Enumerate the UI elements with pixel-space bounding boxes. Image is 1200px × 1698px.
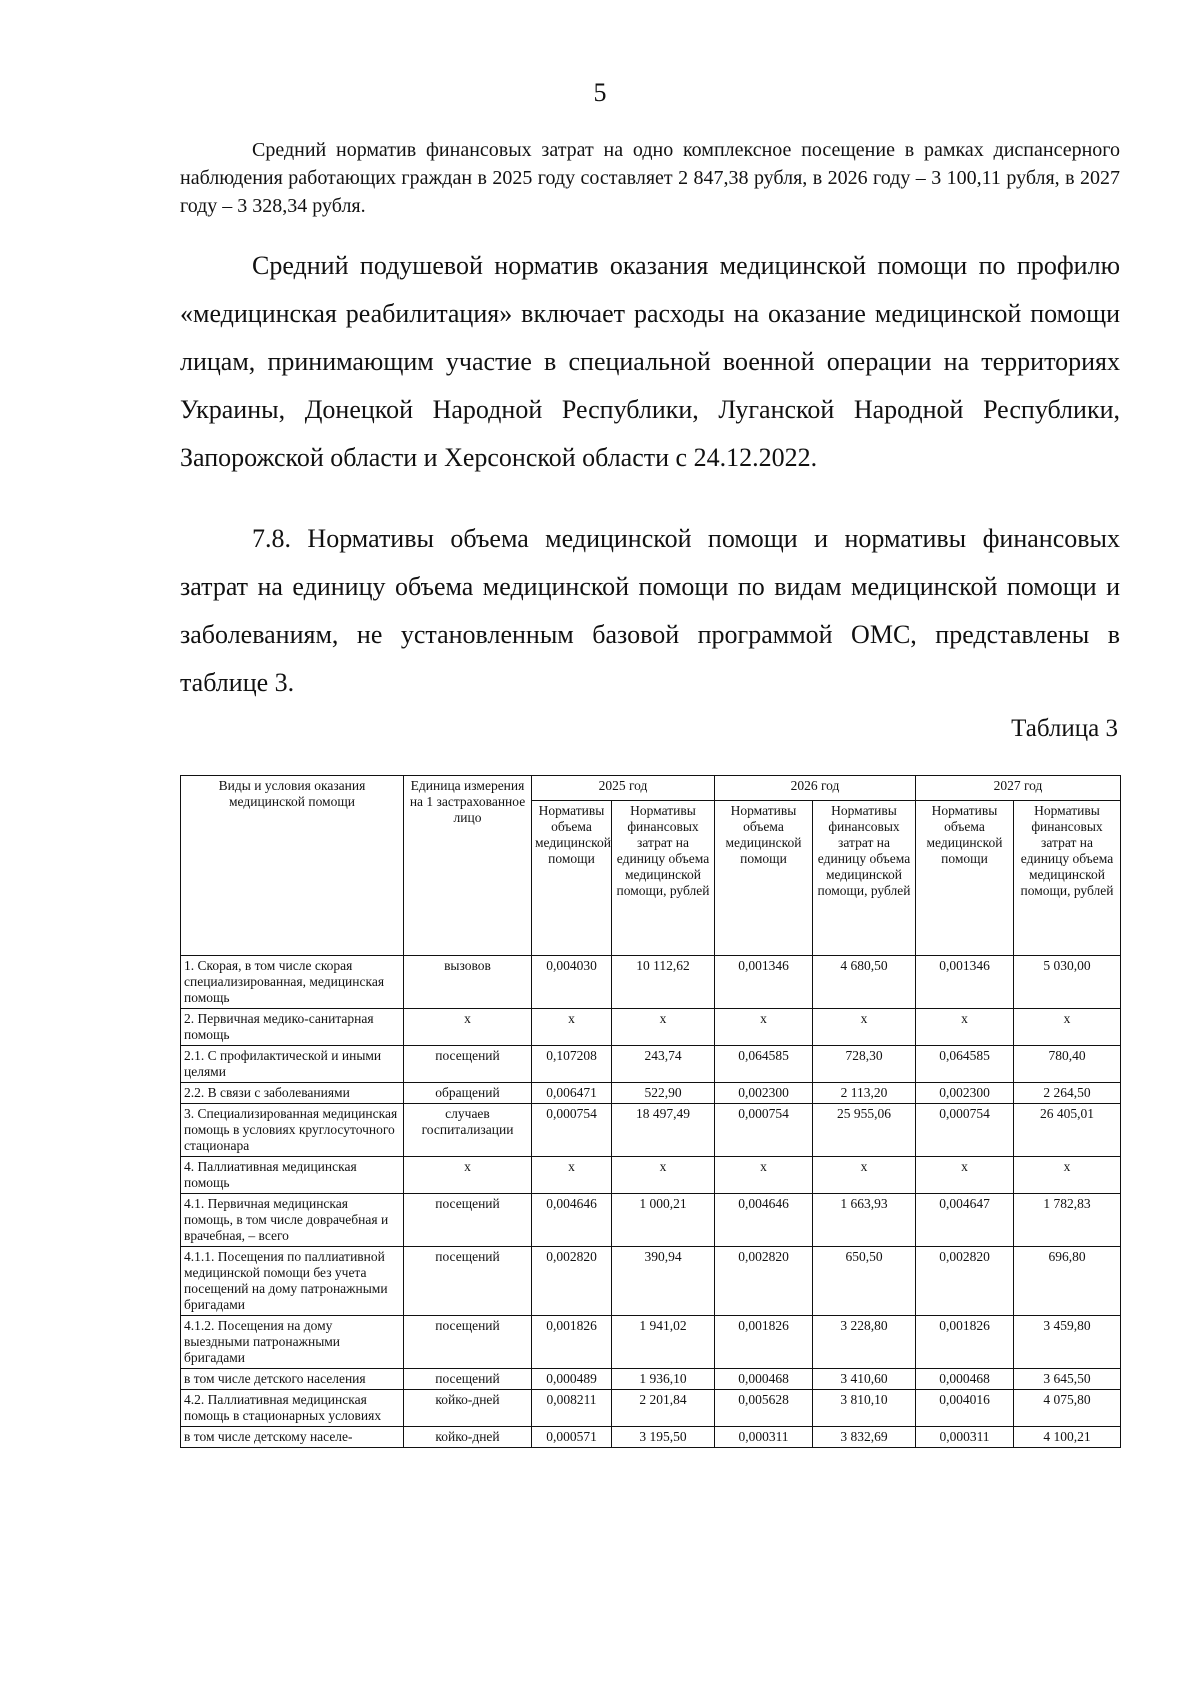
- table-cell: 0,002300: [715, 1083, 813, 1104]
- table-cell: вызовов: [404, 956, 532, 1009]
- table-cell: 3. Специализированная медицинская помощь в условиях круглосуточного стационара: [181, 1104, 404, 1157]
- table-cell: 0,001826: [715, 1316, 813, 1369]
- table-cell: 0,004016: [916, 1390, 1014, 1427]
- paragraph-average-cost: Средний норматив финансовых затрат на одно комплексное посещение в рамках диспансерного наблюдения работающих граждан в 2025 году составляет 2 847,38 рубля, в 2026 году – 3 100,11 рубля, в 2027 году – 3 328,34 рубля.: [180, 139, 1120, 217]
- table-cell: 4 680,50: [813, 956, 916, 1009]
- table-cell: х: [813, 1157, 916, 1194]
- table-row: [181, 1316, 1121, 1369]
- table-cell: посещений: [404, 1369, 532, 1390]
- table-cell: х: [916, 1157, 1014, 1194]
- table-cell: 10 112,62: [612, 956, 715, 1009]
- table-cell: х: [532, 1157, 612, 1194]
- table-cell: 0,004646: [532, 1194, 612, 1247]
- table-header-row-1: [181, 776, 1121, 801]
- table-cell: посещений: [404, 1194, 532, 1247]
- table-cell: 1 936,10: [612, 1369, 715, 1390]
- table-cell: 522,90: [612, 1083, 715, 1104]
- table-cell: 3 832,69: [813, 1427, 916, 1448]
- table-cell: 0,000468: [715, 1369, 813, 1390]
- table-row: [181, 1046, 1121, 1083]
- header-2025-volume: Нормативы объема медицинской помощи: [532, 801, 612, 956]
- table-cell: 2 113,20: [813, 1083, 916, 1104]
- header-2025-cost: Нормативы финансовых затрат на единицу объема медицинской помощи, рублей: [612, 801, 715, 956]
- table-cell: 0,000754: [532, 1104, 612, 1157]
- table-cell: 0,002820: [916, 1247, 1014, 1316]
- table-cell: 0,004647: [916, 1194, 1014, 1247]
- table-cell: 3 228,80: [813, 1316, 916, 1369]
- table-cell: 4.1. Первичная медицинская помощь, в том числе доврачебная и врачебная, – всего: [181, 1194, 404, 1247]
- table-cell: 0,002820: [715, 1247, 813, 1316]
- table-cell: посещений: [404, 1247, 532, 1316]
- table-body: [181, 956, 1121, 1448]
- table-cell: х: [404, 1157, 532, 1194]
- table-row: [181, 1247, 1121, 1316]
- table-cell: 243,74: [612, 1046, 715, 1083]
- table-cell: 390,94: [612, 1247, 715, 1316]
- paragraph-section-7-8: 7.8. Нормативы объема медицинской помощи и нормативы финансовых затрат на единицу объема медицинской помощи по видам медицинской помощи и заболеваниям, не установленным базовой программой ОМС, представлены в таблице 3.: [180, 524, 1120, 697]
- table-cell: койко-дней: [404, 1427, 532, 1448]
- table-cell: 5 030,00: [1014, 956, 1121, 1009]
- table-cell: х: [532, 1009, 612, 1046]
- table-container: [180, 775, 1120, 1448]
- header-2027-cost: Нормативы финансовых затрат на единицу объема медицинской помощи, рублей: [1014, 801, 1121, 956]
- table-cell: в том числе детскому населе-: [181, 1427, 404, 1448]
- table-cell: случаев госпитализации: [404, 1104, 532, 1157]
- table-cell: 0,000754: [916, 1104, 1014, 1157]
- table-cell: 1 000,21: [612, 1194, 715, 1247]
- table-cell: 1 782,83: [1014, 1194, 1121, 1247]
- table-cell: 4.1.1. Посещения по паллиативной медицинской помощи без учета посещений на дому патронажными бригадами: [181, 1247, 404, 1316]
- table-cell: 4 075,80: [1014, 1390, 1121, 1427]
- table-cell: в том числе детского населения: [181, 1369, 404, 1390]
- table-cell: 0,064585: [715, 1046, 813, 1083]
- table-cell: 1 663,93: [813, 1194, 916, 1247]
- header-type: Виды и условия оказания медицинской помощи: [181, 776, 404, 956]
- table-cell: 0,000571: [532, 1427, 612, 1448]
- paragraph-rehabilitation: Средний подушевой норматив оказания медицинской помощи по профилю «медицинская реабилитация» включает расходы на оказание медицинской помощи лицам, принимающим участие в специальной военной операции на территориях Украины, Донецкой Народной Республики, Луганской Народной Республики, Запорожской области и Херсонской области с 24.12.2022.: [180, 251, 1120, 472]
- table-row: [181, 1009, 1121, 1046]
- table-cell: 3 810,10: [813, 1390, 916, 1427]
- table-cell: койко-дней: [404, 1390, 532, 1427]
- table-cell: 0,004030: [532, 956, 612, 1009]
- table-cell: 2 264,50: [1014, 1083, 1121, 1104]
- table-row: [181, 1157, 1121, 1194]
- table-cell: 0,000489: [532, 1369, 612, 1390]
- table-cell: 0,000311: [715, 1427, 813, 1448]
- table-cell: 728,30: [813, 1046, 916, 1083]
- header-year-2026: 2026 год: [715, 776, 916, 801]
- table-cell: 0,001346: [916, 956, 1014, 1009]
- table-cell: 0,107208: [532, 1046, 612, 1083]
- table-row: [181, 956, 1121, 1009]
- table-cell: х: [715, 1009, 813, 1046]
- table-cell: 0,002300: [916, 1083, 1014, 1104]
- table-cell: 0,002820: [532, 1247, 612, 1316]
- table-cell: х: [916, 1009, 1014, 1046]
- header-unit: Единица измерения на 1 застрахованное лицо: [404, 776, 532, 956]
- table-cell: обращений: [404, 1083, 532, 1104]
- table-cell: 780,40: [1014, 1046, 1121, 1083]
- table-cell: 0,001826: [916, 1316, 1014, 1369]
- table-cell: 2 201,84: [612, 1390, 715, 1427]
- table-row: [181, 1083, 1121, 1104]
- table-cell: посещений: [404, 1316, 532, 1369]
- table-cell: 3 410,60: [813, 1369, 916, 1390]
- header-2027-volume: Нормативы объема медицинской помощи: [916, 801, 1014, 956]
- table-cell: х: [813, 1009, 916, 1046]
- table-cell: 0,006471: [532, 1083, 612, 1104]
- table-cell: 0,000754: [715, 1104, 813, 1157]
- table-row: [181, 1369, 1121, 1390]
- table-cell: 4 100,21: [1014, 1427, 1121, 1448]
- table-cell: посещений: [404, 1046, 532, 1083]
- table-cell: 2.2. В связи с заболеваниями: [181, 1083, 404, 1104]
- header-year-2025: 2025 год: [532, 776, 715, 801]
- table-cell: 0,000311: [916, 1427, 1014, 1448]
- header-year-2027: 2027 год: [916, 776, 1121, 801]
- table-row: [181, 1104, 1121, 1157]
- table-cell: х: [1014, 1157, 1121, 1194]
- table-cell: 0,064585: [916, 1046, 1014, 1083]
- table-cell: 4. Паллиативная медицинская помощь: [181, 1157, 404, 1194]
- table-cell: х: [1014, 1009, 1121, 1046]
- header-2026-volume: Нормативы объема медицинской помощи: [715, 801, 813, 956]
- table-cell: 0,001346: [715, 956, 813, 1009]
- table-cell: 2.1. С профилактической и иными целями: [181, 1046, 404, 1083]
- table-cell: 25 955,06: [813, 1104, 916, 1157]
- table-caption: Таблица 3: [1011, 715, 1118, 742]
- table-row: [181, 1194, 1121, 1247]
- table-cell: 696,80: [1014, 1247, 1121, 1316]
- table-row: [181, 1390, 1121, 1427]
- page-number: 5: [593, 78, 607, 107]
- table-cell: 1. Скорая, в том числе скорая специализированная, медицинская помощь: [181, 956, 404, 1009]
- table-cell: 1 941,02: [612, 1316, 715, 1369]
- table-cell: 3 195,50: [612, 1427, 715, 1448]
- table-cell: 4.1.2. Посещения на дому выездными патронажными бригадами: [181, 1316, 404, 1369]
- table-cell: х: [404, 1009, 532, 1046]
- table-cell: х: [612, 1157, 715, 1194]
- norms-table: [180, 775, 1121, 1448]
- table-cell: 0,001826: [532, 1316, 612, 1369]
- table-cell: 18 497,49: [612, 1104, 715, 1157]
- table-cell: х: [715, 1157, 813, 1194]
- table-cell: 3 645,50: [1014, 1369, 1121, 1390]
- table-cell: 0,004646: [715, 1194, 813, 1247]
- table-cell: 0,005628: [715, 1390, 813, 1427]
- header-2026-cost: Нормативы финансовых затрат на единицу объема медицинской помощи, рублей: [813, 801, 916, 956]
- table-cell: 2. Первичная медико-санитарная помощь: [181, 1009, 404, 1046]
- table-cell: 26 405,01: [1014, 1104, 1121, 1157]
- table-cell: 0,008211: [532, 1390, 612, 1427]
- table-cell: 0,000468: [916, 1369, 1014, 1390]
- table-cell: 3 459,80: [1014, 1316, 1121, 1369]
- table-row: [181, 1427, 1121, 1448]
- table-cell: 650,50: [813, 1247, 916, 1316]
- table-cell: 4.2. Паллиативная медицинская помощь в стационарных условиях: [181, 1390, 404, 1427]
- table-cell: х: [612, 1009, 715, 1046]
